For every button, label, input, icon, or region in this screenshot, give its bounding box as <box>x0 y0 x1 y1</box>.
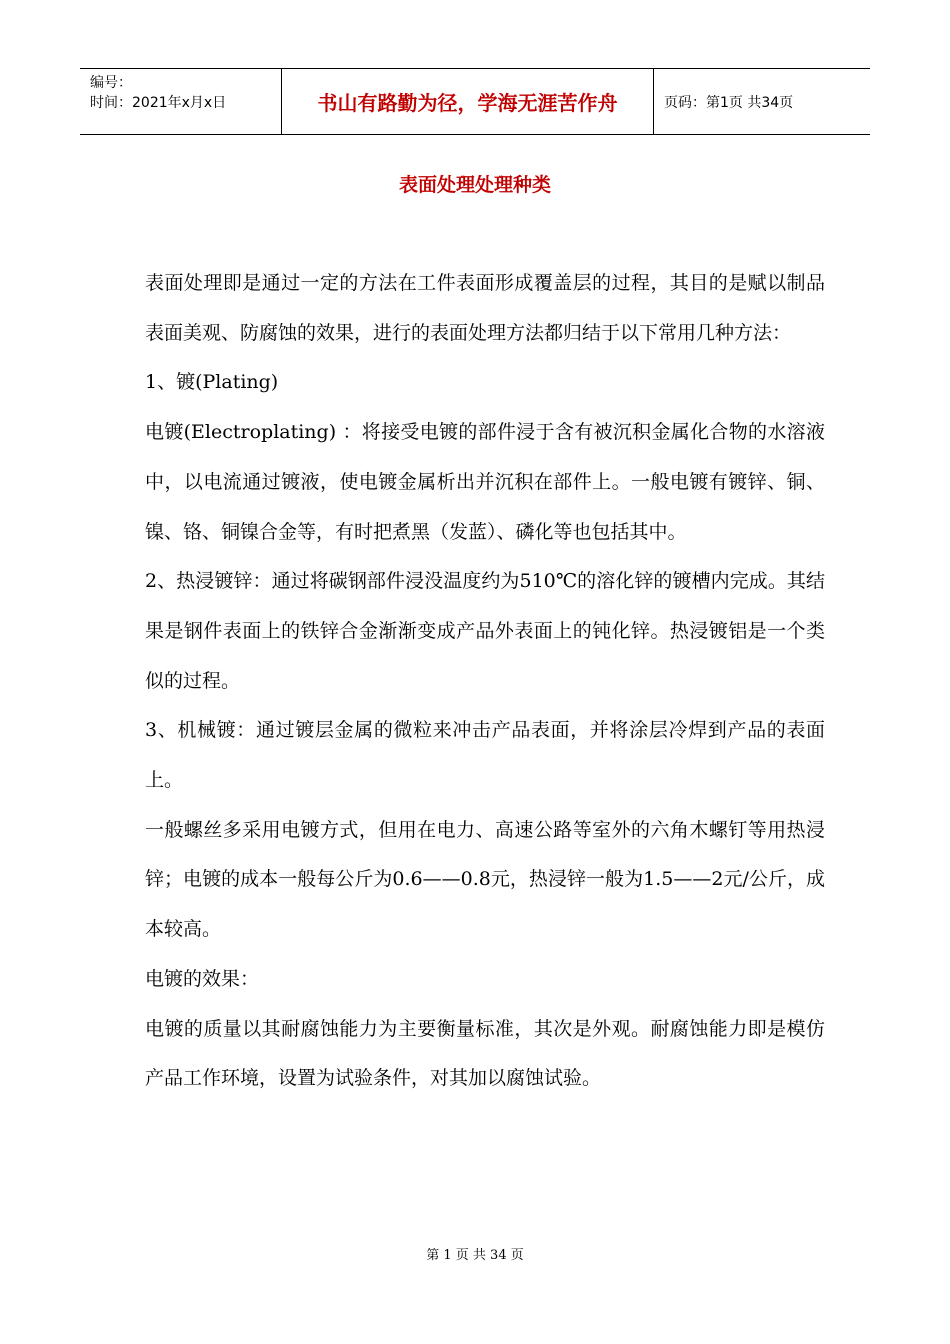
header-page-info: 页码：第1页 共34页 <box>664 94 794 111</box>
document-title: 表面处理处理种类 <box>398 174 551 196</box>
paragraph: 一般螺丝多采用电镀方式，但用在电力、高速公路等室外的六角木螺钉等用热浸锌；电镀的成本一般每公斤为0.6——0.8元，热浸锌一般为1.5——2元/公斤，成本较高。 <box>145 818 825 941</box>
header-motto: 书山有路勤为径，学海无涯苦作舟 <box>282 69 654 134</box>
paragraph: 电镀的质量以其耐腐蚀能力为主要衡量标准，其次是外观。耐腐蚀能力即是模仿产品工作环境，设置为试验条件，对其加以腐蚀试验。 <box>145 1017 825 1090</box>
paragraph: 1、镀(Plating) <box>145 371 279 394</box>
page-header <box>80 68 870 135</box>
document-number-label: 编号： <box>90 75 132 91</box>
paragraph: 2、热浸镀锌：通过将碳钢部件浸没温度约为510℃的溶化锌的镀槽内完成。其结果是钢件表面上的铁锌合金渐渐变成产品外表面上的钝化锌。热浸镀铝是一个类似的过程。 <box>145 570 825 692</box>
document-time-label: 时间：2021年x月x日 <box>90 95 227 111</box>
document-body <box>145 259 825 1104</box>
paragraph: 表面处理即是通过一定的方法在工件表面形成覆盖层的过程，其目的是赋以制品表面美观、防腐蚀的效果，进行的表面处理方法都归结于以下常用几种方法： <box>145 272 825 344</box>
paragraph: 3、机械镀：通过镀层金属的微粒来冲击产品表面，并将涂层冷焊到产品的表面上。 <box>145 719 825 792</box>
paragraph: 电镀(Electroplating) ：将接受电镀的部件浸于含有被沉积金属化合物的水溶液中，以电流通过镀液，使电镀金属析出并沉积在部件上。一般电镀有镀锌、铜、镍、铬、铜镍合金等，有时把煮黑（发蓝）、磷化等也包括其中。 <box>145 421 825 543</box>
header-meta <box>80 69 282 134</box>
paragraph: 电镀的效果： <box>145 967 260 990</box>
page-footer: 第 1 页 共 34 页 <box>426 1248 524 1263</box>
